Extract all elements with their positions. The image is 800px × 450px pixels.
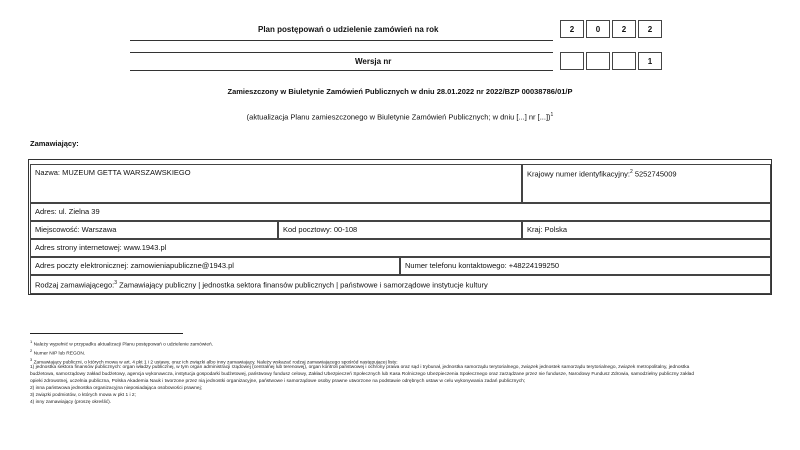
address-cell — [30, 203, 771, 221]
buyer-email: Adres poczty elektronicznej: zamowieniapubliczne@1943.pl — [35, 261, 234, 270]
country-cell — [522, 221, 771, 239]
footnote-2-number: 2 — [30, 348, 33, 353]
footnote-3-item-3: 3) związki podmiotów, o których mowa w pkt 1 i 2; — [30, 393, 136, 398]
buyer-type-label: Rodzaj zamawiającego: — [35, 280, 115, 290]
footnote-3-item-1-cont-b: opieki zdrowotnej, uczelnia publiczna, Polska Akademia Nauk i tworzone przez nią jednostki organizacyjne, państwowe i samorządowe osoby prawne utworzone na podstawie odrębnych ustaw w celu wykonywania zadań publicznych; — [30, 379, 526, 384]
year-digit-3: 2 — [612, 20, 636, 38]
footnote-1-text: Należy wypełnić w przypadku aktualizacji Planu postępowań o udzielenie zamówień. — [33, 342, 214, 348]
footnote-3-item-4: 4) inny zamawiający (proszę określić). — [30, 400, 112, 405]
version-digit-3 — [612, 52, 636, 70]
header-divider — [130, 40, 553, 41]
buyer-type-cell — [30, 275, 771, 294]
footnote-3-item-1: 1) jednostka sektora finansów publicznych: organ władzy publicznej, w tym organ administracji rządowej (centralnej lub terenowej), organ kontroli państwowej i ochrony prawa oraz sąd i trybunał, jednostka samorządu terytorialnego, związek jednostek samorządu terytorialnego, związek metropolitalny, jednostka — [30, 365, 690, 370]
footnote-1-number: 1 — [30, 339, 33, 344]
buyer-type-footnote-ref: 3 — [114, 280, 117, 286]
buyer-phone: Numer telefonu kontaktowego: +48224199250 — [405, 261, 560, 270]
postal-code-cell — [278, 221, 522, 239]
national-id-value: 5252745009 — [634, 169, 677, 179]
year-digit-4: 2 — [638, 20, 662, 38]
buyer-address: Adres: ul. Zielna 39 — [35, 207, 100, 216]
buyer-postal-code: Kod pocztowy: 00-108 — [283, 225, 358, 234]
plan-title: Plan postępowań o udzielenie zamówień na rok — [258, 25, 439, 34]
phone-cell — [400, 257, 771, 275]
version-digit-1 — [560, 52, 584, 70]
publication-line: Zamieszczony w Biuletynie Zamówień Publicznych w dniu 28.01.2022 nr 2022/BZP 00038786/01/P — [227, 87, 573, 96]
footnote-3-text: Zamawiający publiczni, o których mowa w art. 4 pkt 1 i 2 ustawy, oraz ich związki albo inny zamawiający. Należy wskazać rodzaj zamawiającego spośród następującej listy: — [33, 360, 398, 366]
version-underline — [130, 70, 553, 71]
footnote-3-item-1-cont-a: budżetowa, samorządowy zakład budżetowy, agencja wykonawcza, instytucja gospodarki budżetowej, państwowy fundusz celowy, Zakład Ubezpieczeń Społecznych lub Kasa Rolniczego Ubezpieczenia Społecznego oraz zarządzane przez nie fundusze, Narodowy Fundusz Zdrowia, samodzielny publiczny zakład — [30, 372, 695, 377]
buyer-section-title: Zamawiający: — [30, 139, 79, 148]
buyer-type-value: Zamawiający publiczny | jednostka sektora finansów publicznych | państwowe i samorządowe instytucje kultury — [119, 280, 488, 290]
update-note-footnote-ref: 1 — [550, 112, 554, 118]
national-id-label: Krajowy numer identyfikacyjny: — [527, 169, 630, 179]
version-digit-2 — [586, 52, 610, 70]
buyer-country: Kraj: Polska — [527, 225, 568, 234]
version-divider — [130, 52, 553, 53]
year-digit-1: 2 — [560, 20, 584, 38]
buyer-website: Adres strony internetowej: www.1943.pl — [35, 243, 167, 252]
year-digit-2: 0 — [586, 20, 610, 38]
buyer-name-cell — [30, 164, 522, 203]
update-note-text: (aktualizacja Planu zamieszczonego w Biuletynie Zamówień Publicznych; w dniu [...] nr [...]) — [246, 112, 551, 122]
footnote-separator — [30, 333, 183, 334]
buyer-city: Miejscowość: Warszawa — [35, 225, 117, 234]
national-id-cell — [522, 164, 771, 203]
national-id-footnote-ref: 2 — [629, 169, 633, 175]
update-note — [0, 112, 800, 122]
footnote-3-number: 3 — [30, 357, 33, 362]
footnote-2-text: Numer NIP lub REGON. — [33, 351, 86, 357]
footnote-3-item-2: 2) inna państwowa jednostka organizacyjna nieposiadająca osobowości prawnej; — [30, 386, 202, 391]
buyer-name: Nazwa: MUZEUM GETTA WARSZAWSKIEGO — [35, 168, 191, 177]
website-cell — [30, 239, 771, 257]
city-cell — [30, 221, 278, 239]
version-digit-4: 1 — [638, 52, 662, 70]
version-label: Wersja nr — [355, 57, 392, 66]
email-cell — [30, 257, 400, 275]
